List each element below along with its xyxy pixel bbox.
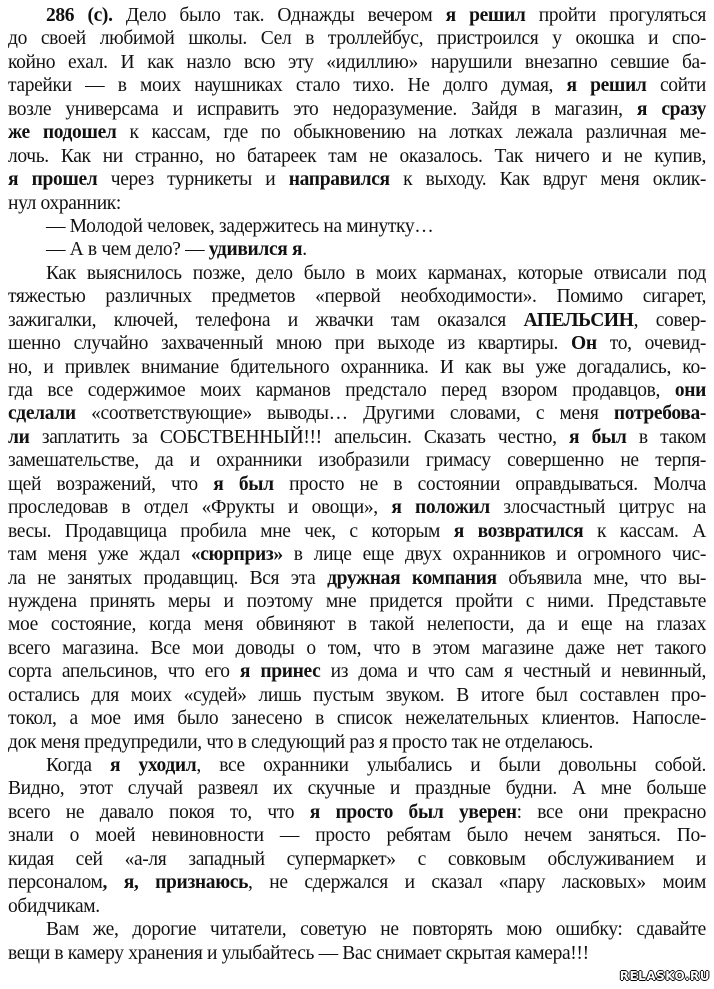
text-line	[8, 942, 706, 965]
text: вещи в камеру хранения и улыбайтесь — Вас снимает скрытая камера!!!	[8, 942, 589, 964]
text: шенно случайно захваченный мною при выходе из квартиры.	[8, 333, 572, 355]
text: там меня уже ждал	[8, 544, 191, 566]
text: к выходу. Как вдруг меня оклик-	[389, 169, 707, 191]
text: щей возражений, что	[8, 473, 214, 495]
text: токол, а мое имя было занесено в список нежелательных клиентов. Напосле-	[8, 708, 706, 730]
text-line	[8, 707, 706, 730]
text: сойти	[646, 75, 707, 97]
text: Вам же, дорогие читатели, советую не повторять мою ошибку: сдавайте	[46, 919, 706, 941]
text-line	[8, 192, 706, 215]
text-line	[8, 496, 706, 519]
text-line	[8, 238, 706, 261]
text: сорта апельсинов, что его	[8, 661, 240, 683]
text-line	[8, 402, 706, 425]
text: Видно, этот случай развеял их скучные и праздные будни. А мне больше	[8, 778, 706, 800]
bold-text: я был	[569, 426, 627, 448]
bold-text: АПЕЛЬСИН	[523, 309, 634, 331]
text-line	[8, 660, 706, 683]
text-line	[8, 262, 706, 285]
text-line	[8, 145, 706, 168]
text: обидчикам.	[8, 895, 100, 917]
text: к кассам, где по обыкновению на лотках лежала различная ме-	[116, 122, 706, 144]
text-line	[8, 121, 706, 144]
text: к кассам. А	[583, 520, 706, 542]
text: заплатить за СОБСТВЕННЫЙ!!! апельсин. Сказать честно,	[29, 426, 570, 448]
text-line	[8, 379, 706, 402]
bold-text: же подошел	[8, 122, 117, 144]
bold-text: я прошел	[8, 169, 98, 191]
text: Когда	[46, 755, 110, 776]
text-line	[8, 543, 706, 566]
text: знали о моей невиновности — просто ребятам было нечем заняться. По-	[8, 825, 706, 847]
text-line	[8, 777, 706, 800]
bold-text: я сразу	[636, 98, 706, 120]
text: нул охранник:	[8, 192, 122, 214]
text: кидая сей «а-ля западный супермаркет» с совковым обслуживанием и	[8, 848, 706, 870]
bold-text: я просто был уверен	[309, 801, 517, 823]
text: ла не занятых продавщиц. Вся эта	[8, 567, 328, 589]
text: злосчастный цитрус на	[489, 497, 706, 519]
text: койно ехал. И как назло всю эту «идиллию» нарушили внезапно севшие ба-	[8, 51, 706, 73]
text: возле универсама и исправить это недоразумение. Зайдя в магазин,	[8, 98, 637, 120]
text-line	[8, 590, 706, 613]
text: , совер-	[633, 309, 706, 331]
text-line	[8, 895, 706, 918]
text-line	[8, 731, 706, 754]
bold-text: 286 (с).	[46, 5, 113, 26]
text: в лице еще двух охранников и огромного чис-	[282, 544, 707, 566]
text-line	[8, 215, 706, 238]
text: Как выяснилось позже, дело было в моих карманах, которые отвисали под	[46, 262, 706, 284]
bold-text: я уходил	[109, 755, 197, 776]
text-line	[8, 848, 706, 871]
text-line	[8, 637, 706, 660]
text: то, очевид-	[596, 333, 706, 355]
bold-text: я положил	[391, 497, 490, 519]
text: зажигалки, ключей, телефона и жвачки там оказался	[8, 309, 524, 331]
bold-text: потребова-	[613, 403, 706, 425]
text: до своей любимой школы. Сел в троллейбус, пристроился у окошка и спо-	[8, 28, 706, 50]
text: , все охранники улыбались и были довольны собой.	[196, 755, 706, 776]
text: остались для моих «судей» лишь пустым звуком. В итоге был составлен про-	[8, 684, 706, 706]
bold-text: направился	[288, 169, 390, 191]
bold-text: удивился я	[208, 239, 303, 261]
text-line	[8, 520, 706, 543]
bold-text: «сюрприз»	[190, 544, 283, 566]
text-line	[8, 613, 706, 636]
bold-text: я возвратился	[453, 520, 584, 542]
text-line	[8, 332, 706, 355]
text-line	[8, 74, 706, 97]
text: лочь. Как ни странно, но батареек там не оказалось. Так ничего и не купив,	[8, 145, 706, 167]
bold-text: сделали	[8, 403, 76, 425]
text: мое состояние, когда меня обвиняют в такой нелепости, да и еще на глазах	[8, 614, 706, 636]
text-line	[8, 918, 706, 941]
text: пройти прогуляться	[525, 5, 706, 26]
text: Дело было так. Однажды вечером	[112, 5, 446, 26]
document-text	[8, 4, 706, 965]
bold-text: ли	[8, 426, 30, 448]
text-line	[8, 4, 706, 27]
text-line	[8, 356, 706, 379]
text: — Молодой человек, задержитесь на минутку…	[46, 215, 434, 237]
text: через турникеты и	[97, 169, 289, 191]
bold-text: я принес	[239, 661, 321, 683]
bold-text: Он	[571, 333, 597, 355]
text: — А в чем дело? —	[46, 239, 209, 261]
text: объявила мне, что вы-	[496, 567, 707, 589]
text-line	[8, 473, 706, 496]
bold-text: я решил	[566, 75, 647, 97]
text: , не сдержался и сказал «пару ласковых» моим	[248, 872, 706, 894]
text-line	[8, 824, 706, 847]
text: замешательстве, да и охранники изобразили гримасу совершенно не терпя-	[8, 450, 706, 472]
text-line	[8, 27, 706, 50]
text-line	[8, 684, 706, 707]
text: проследовав в отдел «Фрукты и овощи»,	[8, 497, 392, 519]
bold-text: я был	[213, 473, 274, 495]
text-line	[8, 801, 706, 824]
bold-text: я решил	[445, 5, 526, 26]
text-line	[8, 449, 706, 472]
text-line	[8, 285, 706, 308]
bold-text: , я, признаюсь	[102, 872, 249, 894]
text-line	[8, 426, 706, 449]
bold-text: дружная компания	[327, 567, 497, 589]
text: «соответствующие» выводы… Другими словами, с меня	[75, 403, 614, 425]
text-line	[8, 567, 706, 590]
text-line	[8, 168, 706, 191]
text-line	[8, 871, 706, 894]
text: всего не давало покоя то, что	[8, 801, 310, 823]
text: в таком	[626, 426, 706, 448]
text: : все они прекрасно	[516, 801, 707, 823]
text-line	[8, 98, 706, 121]
text: гда все содержимое моих карманов предстало перед взором продавцов,	[8, 380, 675, 401]
text: просто не в состоянии оправдываться. Молча	[273, 473, 706, 495]
bold-text: они	[674, 380, 706, 401]
text: док меня предупредили, что в следующий раз я просто так не отделаюсь.	[8, 731, 594, 753]
text: всего магазина. Все мои доводы о том, что в этом магазине даже нет такого	[8, 637, 706, 659]
text: весы. Продавщица пробила мне чек, с которым	[8, 520, 454, 542]
text: нуждена принять меры и поэтому мне придется пройти с ними. Представьте	[8, 590, 706, 612]
text-line	[8, 51, 706, 74]
text: но, и привлек внимание бдительного охранника. И как вы уже догадались, ко-	[8, 356, 706, 378]
watermark: RELASKO.RU	[619, 969, 710, 983]
text: .	[302, 239, 307, 261]
text-line	[8, 309, 706, 332]
text: тарейки — в моих наушниках стало тихо. Не долго думая,	[8, 75, 567, 97]
text: тяжестью различных предметов «первой необходимости». Помимо сигарет,	[8, 286, 706, 308]
text-line	[8, 754, 706, 777]
text: из дома и что сам я честный и невинный,	[320, 661, 706, 683]
text: персоналом	[8, 872, 103, 894]
